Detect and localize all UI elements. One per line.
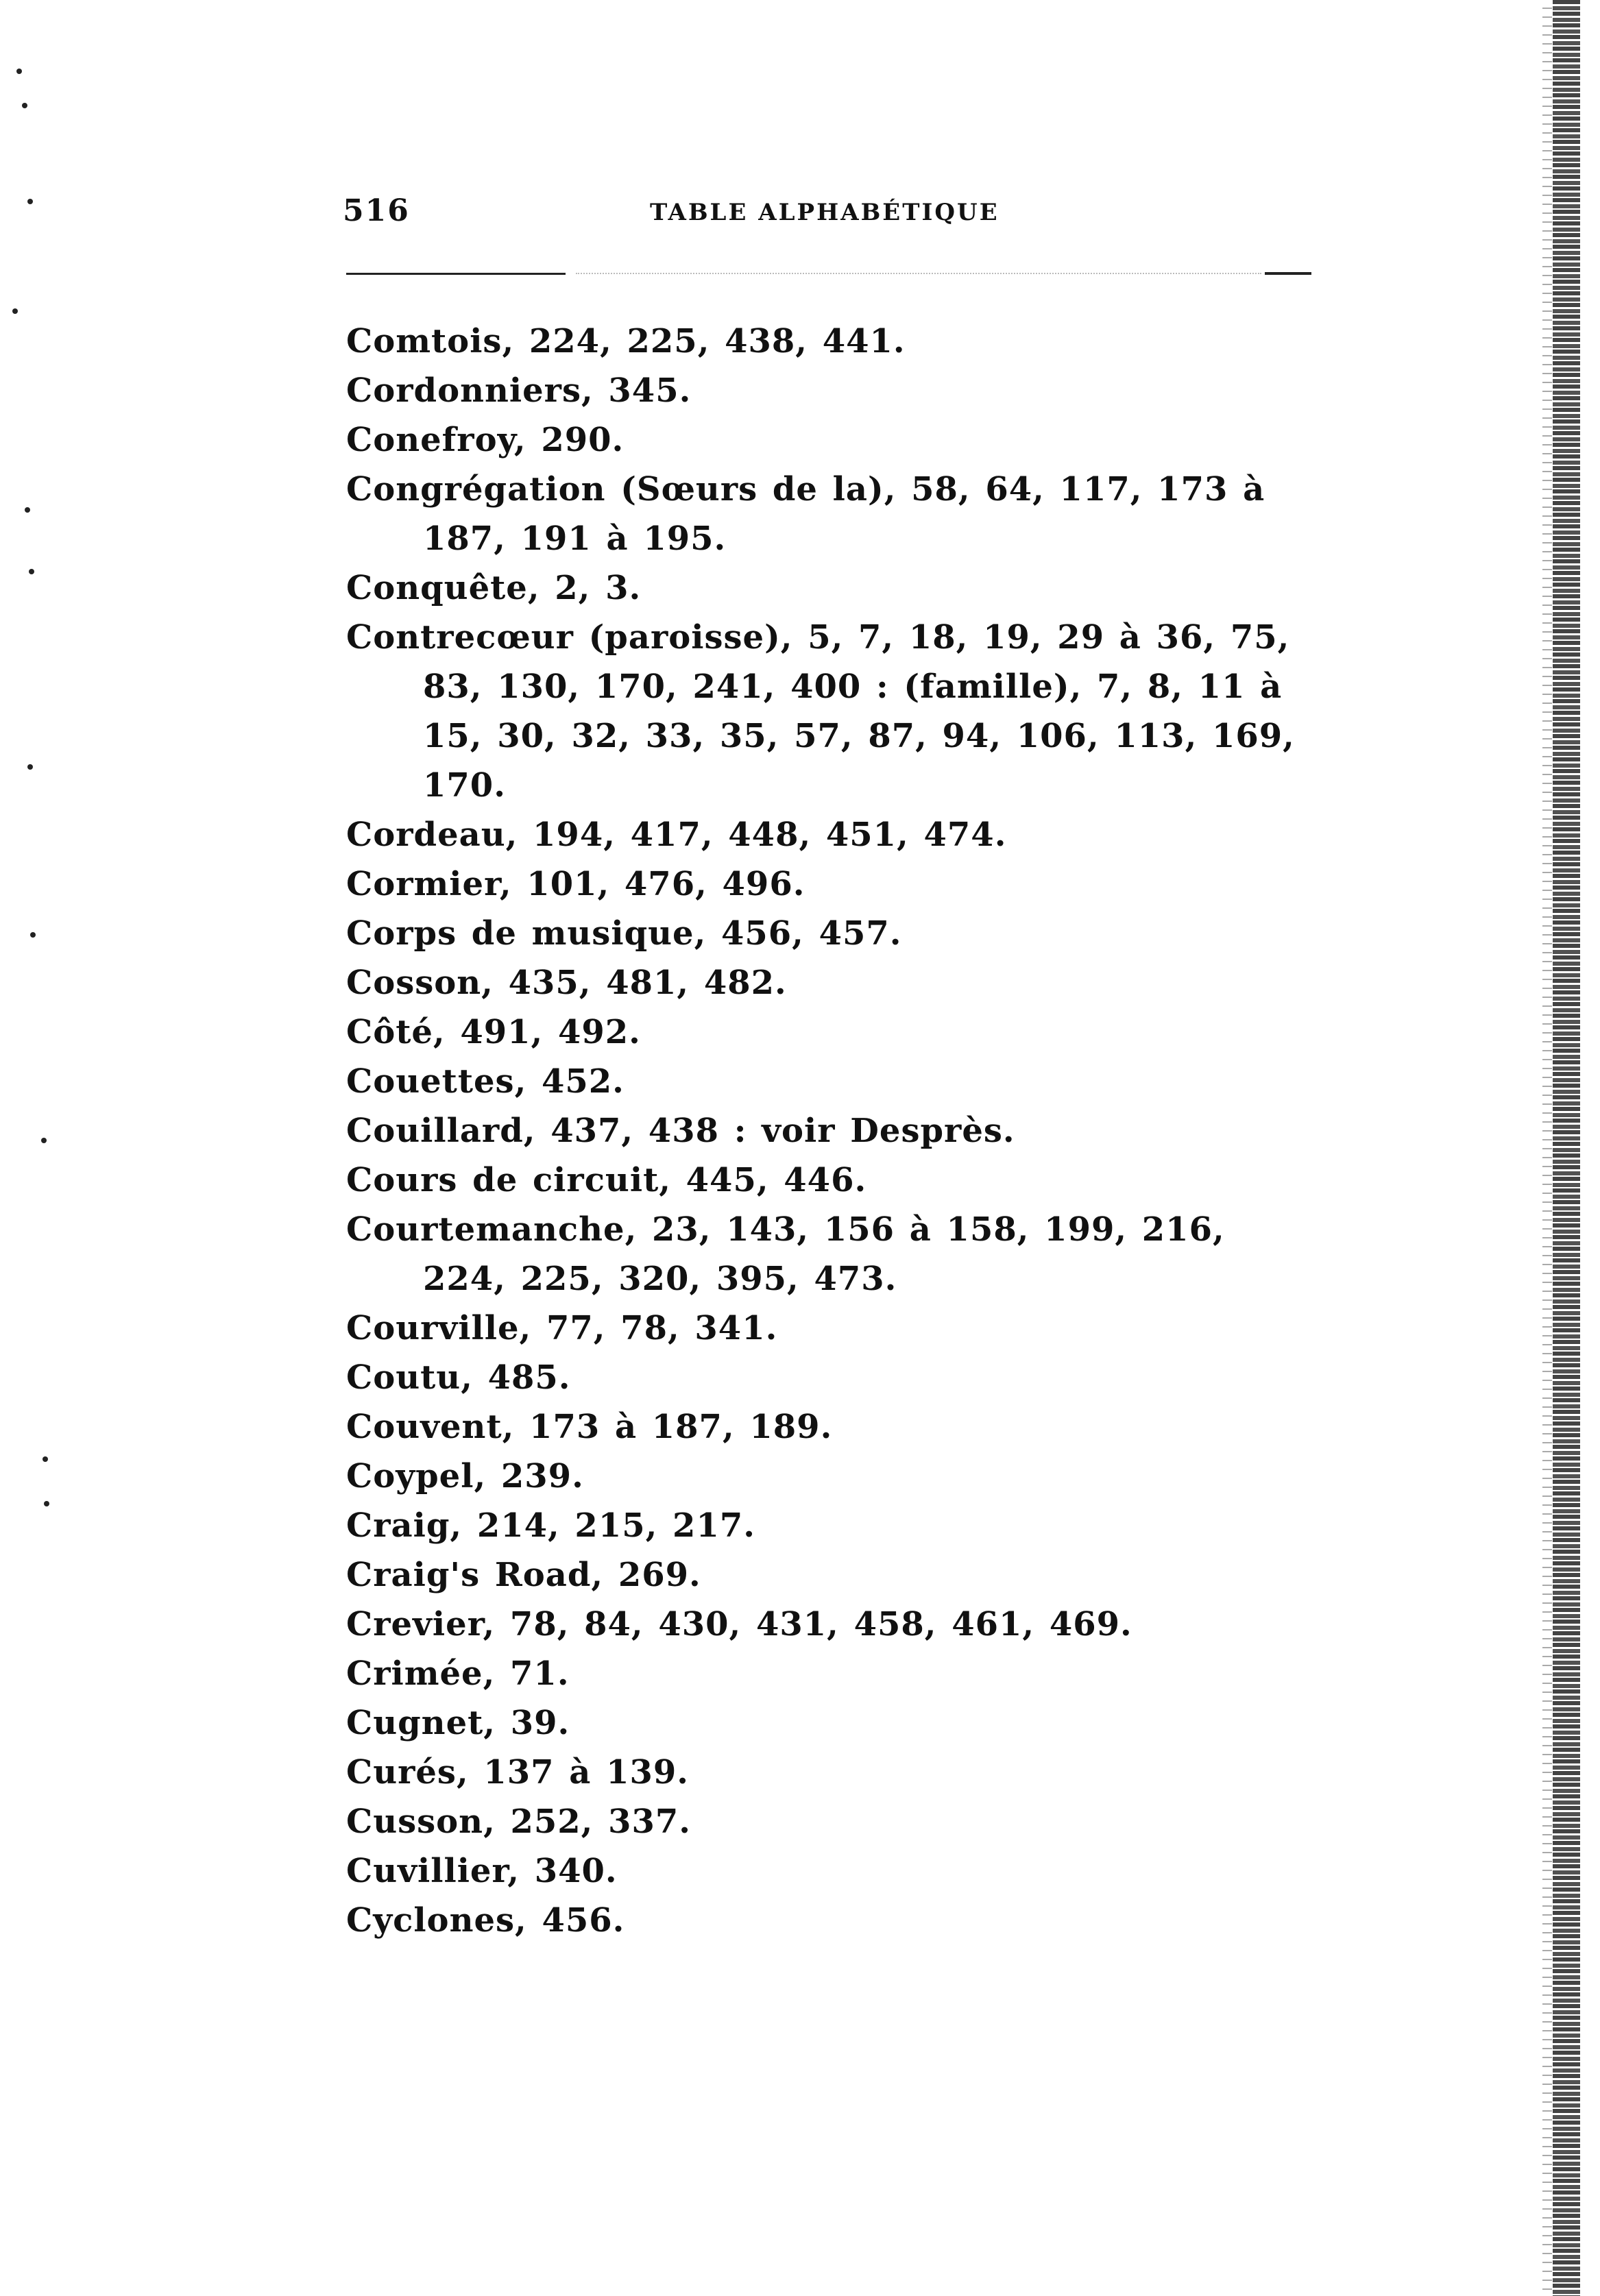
page-number: 516: [343, 193, 410, 228]
header-rule-right: [1265, 272, 1311, 275]
index-entry: Comtois, 224, 225, 438, 441.: [346, 322, 906, 361]
scan-speck: [30, 932, 36, 938]
index-entry: Corps de musique, 456, 457.: [346, 914, 902, 953]
running-head: TABLE ALPHABÉTIQUE: [650, 199, 999, 226]
index-entry: Couvent, 173 à 187, 189.: [346, 1408, 833, 1446]
index-entry: Coutu, 485.: [346, 1358, 571, 1397]
scan-speck: [43, 1456, 48, 1462]
index-entry: Courtemanche, 23, 143, 156 à 158, 199, 216, 224, 225, 320, 395, 473.: [346, 1210, 1225, 1298]
index-entry: Cuvillier, 340.: [346, 1852, 618, 1890]
scan-speck: [22, 103, 27, 108]
index-entry: Cyclones, 456.: [346, 1901, 625, 1940]
scan-speck: [25, 507, 30, 513]
index-entry: Congrégation (Sœurs de la), 58, 64, 117, 173 à 187, 191 à 195.: [346, 470, 1265, 558]
scan-speck: [16, 69, 22, 74]
header-rule-dotted: [576, 273, 1261, 276]
index-entry: Crimée, 71.: [346, 1654, 570, 1693]
index-entry: Couillard, 437, 438 : voir Desprès.: [346, 1112, 1015, 1150]
index-entry: Craig, 214, 215, 217.: [346, 1506, 755, 1545]
index-entry: Cormier, 101, 476, 496.: [346, 865, 805, 903]
scan-speck: [12, 308, 18, 314]
scan-speck: [27, 764, 33, 770]
index-entry: Couettes, 452.: [346, 1062, 625, 1101]
index-entry: Cugnet, 39.: [346, 1704, 570, 1742]
scan-speck: [27, 199, 33, 204]
scan-speck: [44, 1501, 49, 1506]
header-rule: [346, 273, 566, 275]
index-entry: Cours de circuit, 445, 446.: [346, 1161, 867, 1199]
index-entry: Côté, 491, 492.: [346, 1013, 641, 1051]
index-entry: Cusson, 252, 337.: [346, 1803, 692, 1841]
index-entry: Conquête, 2, 3.: [346, 569, 642, 607]
book-binding-edge: [1553, 0, 1580, 2296]
binding-shadow: [1542, 0, 1552, 2296]
index-entry: Curés, 137 à 139.: [346, 1753, 689, 1792]
index-list: [346, 317, 1320, 1945]
index-entry: Crevier, 78, 84, 430, 431, 458, 461, 469.: [346, 1605, 1132, 1644]
index-entry: Conefroy, 290.: [346, 421, 625, 459]
scan-speck: [41, 1138, 47, 1143]
index-entry: Contrecœur (paroisse), 5, 7, 18, 19, 29 à 36, 75, 83, 130, 170, 241, 400 : (famille), 7, 8, 11 à 15, 30, 32, 33, 35, 57, 87, 94, 106, 113, 169, 170.: [346, 618, 1295, 805]
index-entry: Cosson, 435, 481, 482.: [346, 964, 787, 1002]
index-entry: Craig's Road, 269.: [346, 1556, 701, 1594]
index-entry: Coypel, 239.: [346, 1457, 584, 1495]
index-entry: Cordeau, 194, 417, 448, 451, 474.: [346, 816, 1007, 854]
index-entry: Cordonniers, 345.: [346, 371, 692, 410]
scan-speck: [29, 569, 34, 574]
index-entry: Courville, 77, 78, 341.: [346, 1309, 778, 1347]
